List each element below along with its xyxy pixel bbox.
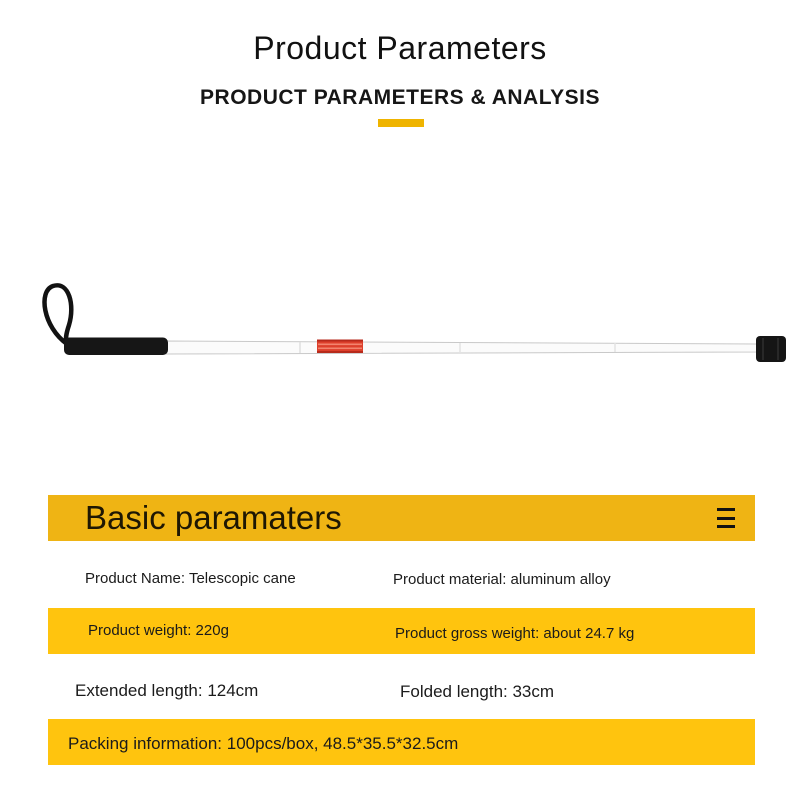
hamburger-menu-icon <box>717 508 735 528</box>
param-gross-weight: Product gross weight: about 24.7 kg <box>395 625 635 642</box>
param-product-material: Product material: aluminum alloy <box>393 571 611 588</box>
param-folded-length: Folded length: 33cm <box>400 682 555 701</box>
cane-red-band <box>317 340 363 354</box>
cane-shaft <box>166 341 757 354</box>
cane-wrist-strap <box>45 285 72 344</box>
basic-parameters-title: Basic paramaters <box>85 499 342 536</box>
page-subtitle: PRODUCT PARAMETERS & ANALYSIS <box>200 86 600 109</box>
accent-underline-bar <box>378 119 424 127</box>
cane-graphic <box>30 265 800 375</box>
param-packing-information: Packing information: 100pcs/box, 48.5*35.5*32.5cm <box>68 734 459 753</box>
cane-tip <box>756 336 786 362</box>
param-product-weight: Product weight: 220g <box>88 622 229 639</box>
product-image-cane <box>30 265 800 375</box>
page-title: Product Parameters <box>253 30 547 66</box>
param-extended-length: Extended length: 124cm <box>75 681 259 700</box>
cane-handle <box>64 338 168 356</box>
basic-parameters-header <box>48 495 755 541</box>
param-product-name: Product Name: Telescopic cane <box>85 570 296 587</box>
